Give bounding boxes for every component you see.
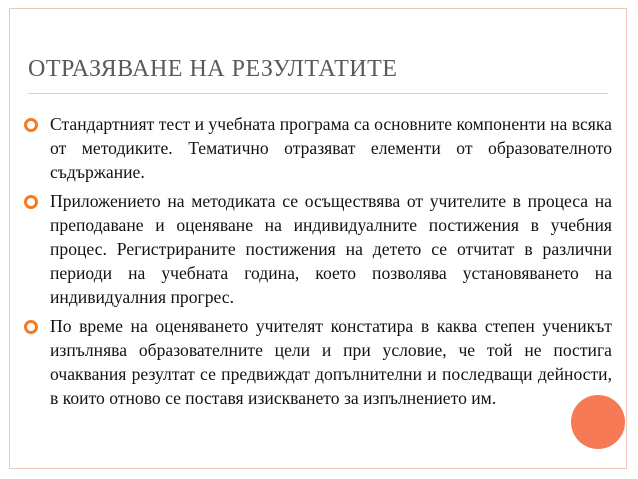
bullet-list [22, 112, 612, 415]
bullet-item-2 [22, 189, 612, 309]
bullet-item-1 [22, 112, 612, 184]
bullet-text-1: Стандартният тест и учебната програма са основните компоненти на всяка от методиките. Тематично отразяват елементи от образователното съдържание. [50, 114, 612, 182]
title-divider [28, 93, 608, 94]
accent-circle-decoration [571, 395, 625, 449]
ring-bullet-icon [24, 320, 38, 334]
bullet-text-3: По време на оценяването учителят констатира в каква степен ученикът изпълнява образователните цели и при условие, че той не постига очаквания резултат се предвиждат допълнителни и последващи дейности, в които отново се поставя изискването за изпълнението им. [50, 316, 612, 408]
slide-title: ОТРАЗЯВАНЕ НА РЕЗУЛТАТИТЕ [28, 56, 398, 82]
ring-bullet-icon [24, 195, 38, 209]
bullet-text-2: Приложението на методиката се осъществява от учителите в процеса на преподаване и оценяване на индивидуалните постижения в учебния процес. Регистрираните постижения на детето се отчитат в различни периоди на учебната година, което позволява установяването на индивидуалния прогрес. [50, 191, 612, 307]
bullet-item-3 [22, 314, 612, 410]
ring-bullet-icon [24, 118, 38, 132]
